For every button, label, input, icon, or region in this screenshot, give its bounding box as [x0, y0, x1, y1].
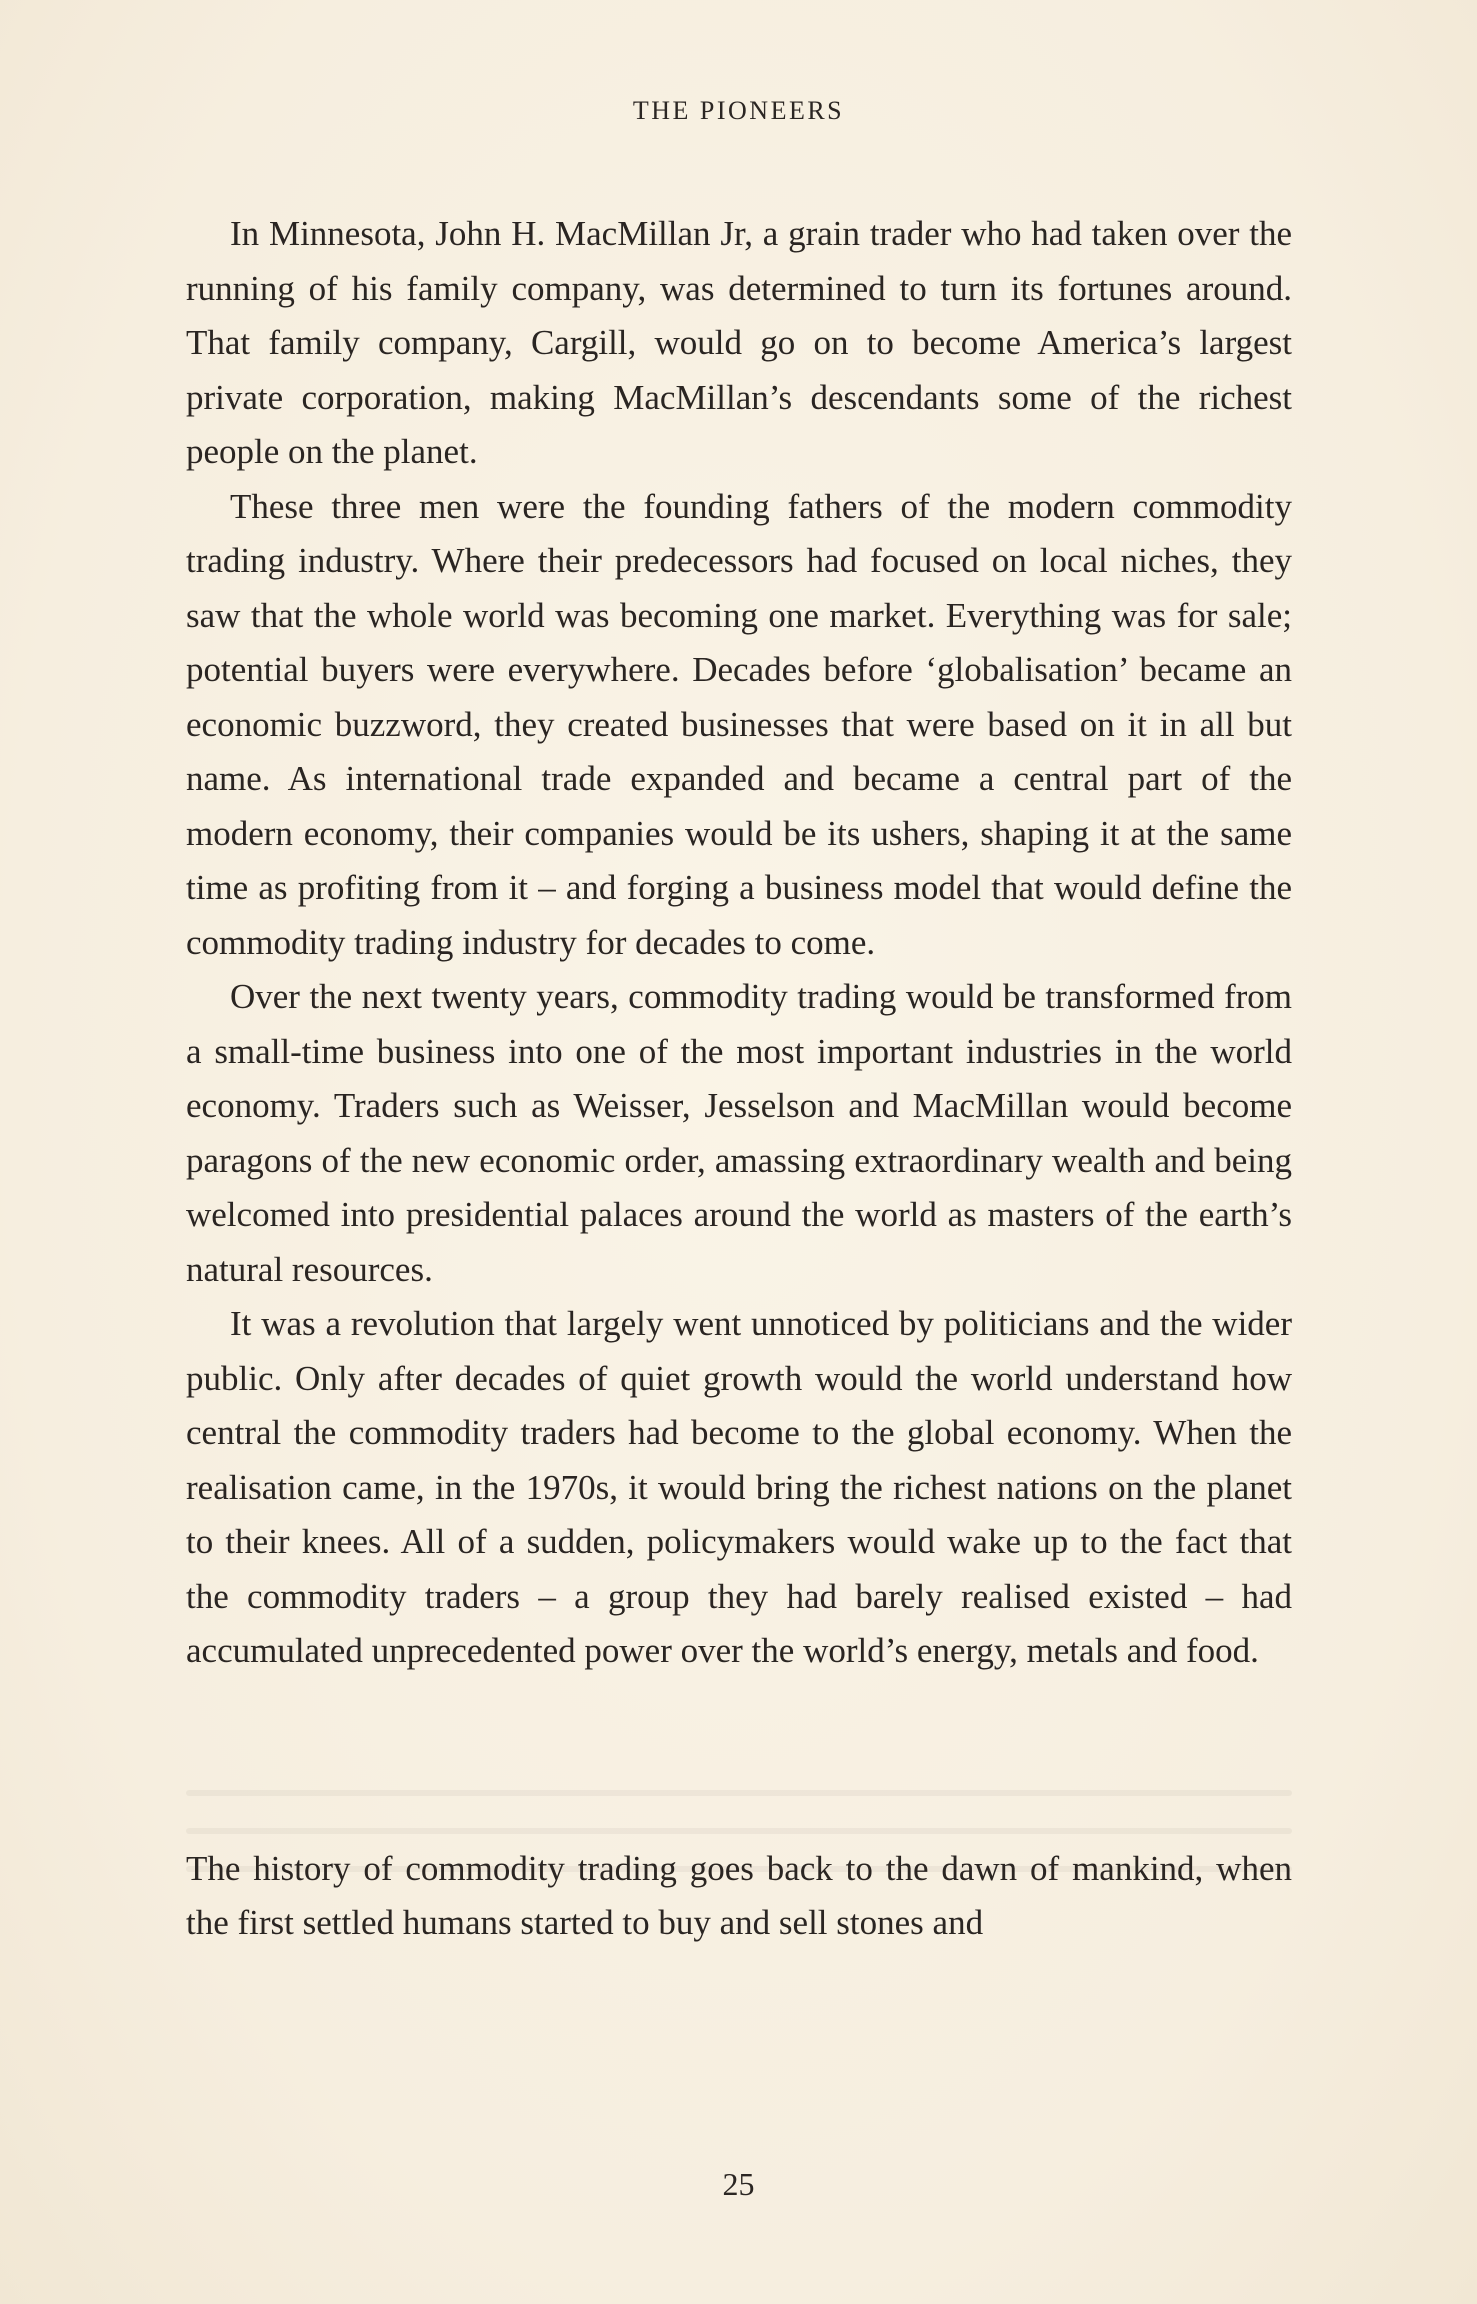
- paragraph: Over the next twenty years, commodity trading would be transformed from a small-time business into one of the most important industries in the world economy. Traders such as Weisser, Jesselson and MacMillan would become paragons of the new economic order, amassing extraordinary wealth and being welcomed into presidential palaces around the world as masters of the earth’s natural resources.: [186, 977, 1292, 1289]
- section-opening-paragraph: The history of commodity trading goes back to the dawn of mankind, when the first settled humans started to buy and sell stones and: [186, 1848, 1292, 1942]
- section-break: [186, 1679, 1292, 1842]
- paragraph: It was a revolution that largely went unnoticed by politicians and the wider public. Only after decades of quiet growth would the world understand how central the commodity traders had become to the global economy. When the realisation came, in the 1970s, it would bring the richest nations on the planet to their knees. All of a sudden, policymakers would wake up to the fact that the commodity traders – a group they had barely realised existed – had accumulated unprecedented power over the world’s energy, metals and food.: [186, 1304, 1292, 1670]
- paragraph: These three men were the founding fathers of the modern commodity trading industry. Where their predecessors had focused on local niches, they saw that the whole world was becoming one market. Everything was for sale; potential buyers were everywhere. Decades before ‘globalisation’ became an economic buzzword, they created businesses that were based on it in all but name. As international trade expanded and became a central part of the modern economy, their companies would be its ushers, shaping it at the same time as profiting from it – and forging a business model that would define the commodity trading industry for decades to come.: [186, 486, 1292, 962]
- page-number: 25: [722, 2166, 755, 2202]
- body-text: [186, 207, 1292, 1951]
- paragraph: In Minnesota, John H. MacMillan Jr, a grain trader who had taken over the running of his family company, was determined to turn its fortunes around. That family company, Cargill, would go on to become America’s largest private corporation, making MacMillan’s descendants some of the richest people on the planet.: [186, 214, 1292, 471]
- running-head: THE PIONEERS: [632, 96, 845, 125]
